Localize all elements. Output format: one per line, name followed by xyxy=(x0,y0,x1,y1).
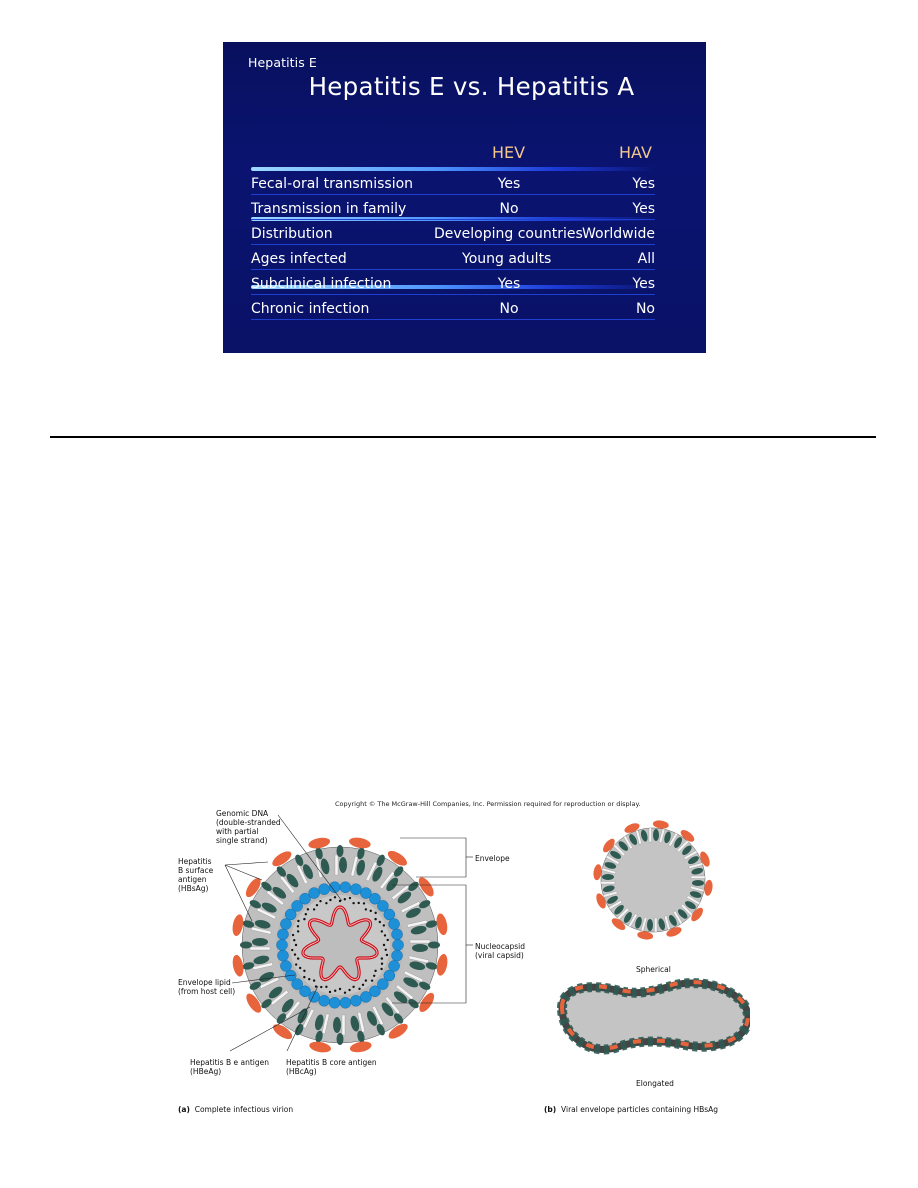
label-envelope-lipid: Envelope lipid (from host cell) xyxy=(178,978,236,996)
row-label: Fecal-oral transmission xyxy=(251,176,414,192)
core-dot xyxy=(325,902,327,904)
core-dot xyxy=(352,986,354,988)
core-dot xyxy=(387,939,389,941)
core-dot xyxy=(349,897,351,899)
table-row xyxy=(251,226,655,251)
row-underline xyxy=(251,194,655,195)
core-dot xyxy=(334,990,336,992)
row-label: Distribution xyxy=(251,226,333,242)
slide-hepatitis-comparison xyxy=(223,42,706,353)
capsid-subunit xyxy=(350,995,361,1006)
core-dot xyxy=(374,970,376,972)
leader-line xyxy=(225,862,268,865)
label-e-antigen: Hepatitis B e antigen (HBeAg) xyxy=(190,1058,269,1076)
row-hav-value: All xyxy=(637,251,655,267)
core-dot xyxy=(386,954,388,956)
core-dot xyxy=(293,939,295,941)
row-hav-value: Worldwide xyxy=(582,226,655,242)
capsid-subunit xyxy=(389,960,400,971)
core-dot xyxy=(374,912,376,914)
core-dot xyxy=(319,900,321,902)
core-dot xyxy=(373,975,375,977)
panel-a-caption-text: Complete infectious virion xyxy=(194,1105,294,1114)
capsid-subunit xyxy=(360,991,371,1002)
row-underline xyxy=(251,294,655,295)
label-spherical: Spherical xyxy=(636,965,671,974)
core-dot xyxy=(374,918,376,920)
label-surface-antigen: Hepatitis B surface antigen (HBsAg) xyxy=(178,857,214,893)
core-dot xyxy=(307,908,309,910)
slide-section-label: Hepatitis E xyxy=(248,55,317,70)
core-dot xyxy=(363,902,365,904)
capsid-subunit xyxy=(340,997,351,1008)
capsid-subunit xyxy=(329,997,340,1008)
row-hav-value: Yes xyxy=(632,276,655,292)
row-underline xyxy=(251,269,655,270)
panel-a-letter: (a) xyxy=(178,1105,190,1114)
core-dot xyxy=(358,988,360,990)
core-dot xyxy=(303,976,305,978)
capsid-subunit xyxy=(309,888,320,899)
core-dot xyxy=(303,918,305,920)
core-dot xyxy=(384,934,386,936)
row-hav-value: Yes xyxy=(632,201,655,217)
core-dot xyxy=(370,910,372,912)
capsid-subunit xyxy=(389,919,400,930)
decorative-bar xyxy=(251,167,655,171)
capsid-subunit xyxy=(393,940,404,951)
core-dot xyxy=(297,920,299,922)
core-dot xyxy=(362,984,364,986)
capsid-subunit xyxy=(350,884,361,895)
capsid-subunit xyxy=(319,995,330,1006)
row-label: Subclinical infection xyxy=(251,276,392,292)
core-dot xyxy=(383,944,385,946)
core-dot xyxy=(381,963,383,965)
core-dot xyxy=(334,896,336,898)
row-label: Ages infected xyxy=(251,251,347,267)
capsid-subunit xyxy=(277,950,288,961)
capsid-subunit xyxy=(280,960,291,971)
copyright-notice: Copyright © The McGraw-Hill Companies, Inc. Permission required for reproduction or display. xyxy=(335,800,641,808)
capsid-subunit xyxy=(277,940,288,951)
core-dot xyxy=(352,902,354,904)
core-dot xyxy=(344,992,346,994)
core-dot xyxy=(380,968,382,970)
elongated-particle-drawing xyxy=(562,982,748,1049)
core-dot xyxy=(381,957,383,959)
core-dot xyxy=(294,953,296,955)
label-genomic-dna: Genomic DNA (double-stranded with partial single strand) xyxy=(216,809,281,845)
core-dot xyxy=(305,913,307,915)
core-dot xyxy=(339,988,341,990)
row-underline xyxy=(251,244,655,245)
core-dot xyxy=(315,985,317,987)
row-hev-value: No xyxy=(499,301,519,317)
core-dot xyxy=(383,924,385,926)
core-dot xyxy=(358,902,360,904)
horizontal-divider xyxy=(50,436,876,438)
capsid-subunit xyxy=(277,929,288,940)
core-dot xyxy=(385,949,387,951)
capsid-subunit xyxy=(319,884,330,895)
row-label: Chronic infection xyxy=(251,301,370,317)
core-dot xyxy=(297,957,299,959)
core-dot xyxy=(381,930,383,932)
panel-b-caption xyxy=(544,1105,718,1114)
core-dot xyxy=(344,898,346,900)
core-dot xyxy=(313,979,315,981)
core-dot xyxy=(379,921,381,923)
column-header-hev: HEV xyxy=(492,143,526,162)
table-row xyxy=(251,276,655,301)
table-row xyxy=(251,176,655,201)
core-dot xyxy=(329,991,331,993)
row-underline xyxy=(251,219,655,220)
capsid-subunit xyxy=(280,919,291,930)
core-dot xyxy=(303,970,305,972)
capsid-subunit xyxy=(340,882,351,893)
core-dot xyxy=(339,900,341,902)
envelope-bracket xyxy=(400,838,466,877)
capsid-subunit xyxy=(384,909,395,920)
hbv-virion-figure xyxy=(170,795,750,1120)
table-row xyxy=(251,301,655,326)
core-dot xyxy=(295,944,297,946)
core-dot xyxy=(325,986,327,988)
core-dot xyxy=(365,908,367,910)
spherical-particle-drawing xyxy=(592,819,713,940)
capsid-subunit xyxy=(392,950,403,961)
capsid-subunit xyxy=(392,929,403,940)
core-dot xyxy=(329,899,331,901)
table-row xyxy=(251,201,655,226)
leader-line xyxy=(225,865,262,880)
slide-title: Hepatitis E vs. Hepatitis A xyxy=(308,72,635,101)
panel-b-caption-text: Viral envelope particles containing HBsAg xyxy=(561,1105,719,1114)
core-dot xyxy=(308,978,310,980)
panel-b-letter: (b) xyxy=(544,1105,557,1114)
row-hev-value: Developing countries xyxy=(434,226,583,242)
row-hev-value: Yes xyxy=(497,176,521,192)
row-hev-value: No xyxy=(499,201,519,217)
core-dot xyxy=(371,979,373,981)
row-hev-value: Young adults xyxy=(462,251,552,267)
table-row xyxy=(251,251,655,276)
row-hav-value: Yes xyxy=(632,176,655,192)
label-elongated: Elongated xyxy=(636,1079,674,1088)
label-core-antigen: Hepatitis B core antigen (HBcAg) xyxy=(286,1058,377,1076)
row-hev-value: Yes xyxy=(497,276,521,292)
complete-virion-drawing xyxy=(231,836,449,1054)
panel-a-caption xyxy=(178,1105,293,1114)
core-dot xyxy=(297,925,299,927)
row-label: Transmission in family xyxy=(251,201,407,217)
row-underline xyxy=(251,319,655,320)
core-dot xyxy=(292,934,294,936)
core-dot xyxy=(291,949,293,951)
column-header-hav: HAV xyxy=(619,143,652,162)
label-envelope: Envelope xyxy=(475,854,510,863)
core-dot xyxy=(295,963,297,965)
core-dot xyxy=(348,989,350,991)
row-hav-value: No xyxy=(635,301,655,317)
core-dot xyxy=(365,979,367,981)
core-dot xyxy=(320,986,322,988)
core-dot xyxy=(299,967,301,969)
label-nucleocapsid: Nucleocapsid (viral capsid) xyxy=(475,942,526,960)
spherical-core xyxy=(619,846,687,914)
core-dot xyxy=(316,904,318,906)
core-dot xyxy=(297,930,299,932)
core-dot xyxy=(313,908,315,910)
